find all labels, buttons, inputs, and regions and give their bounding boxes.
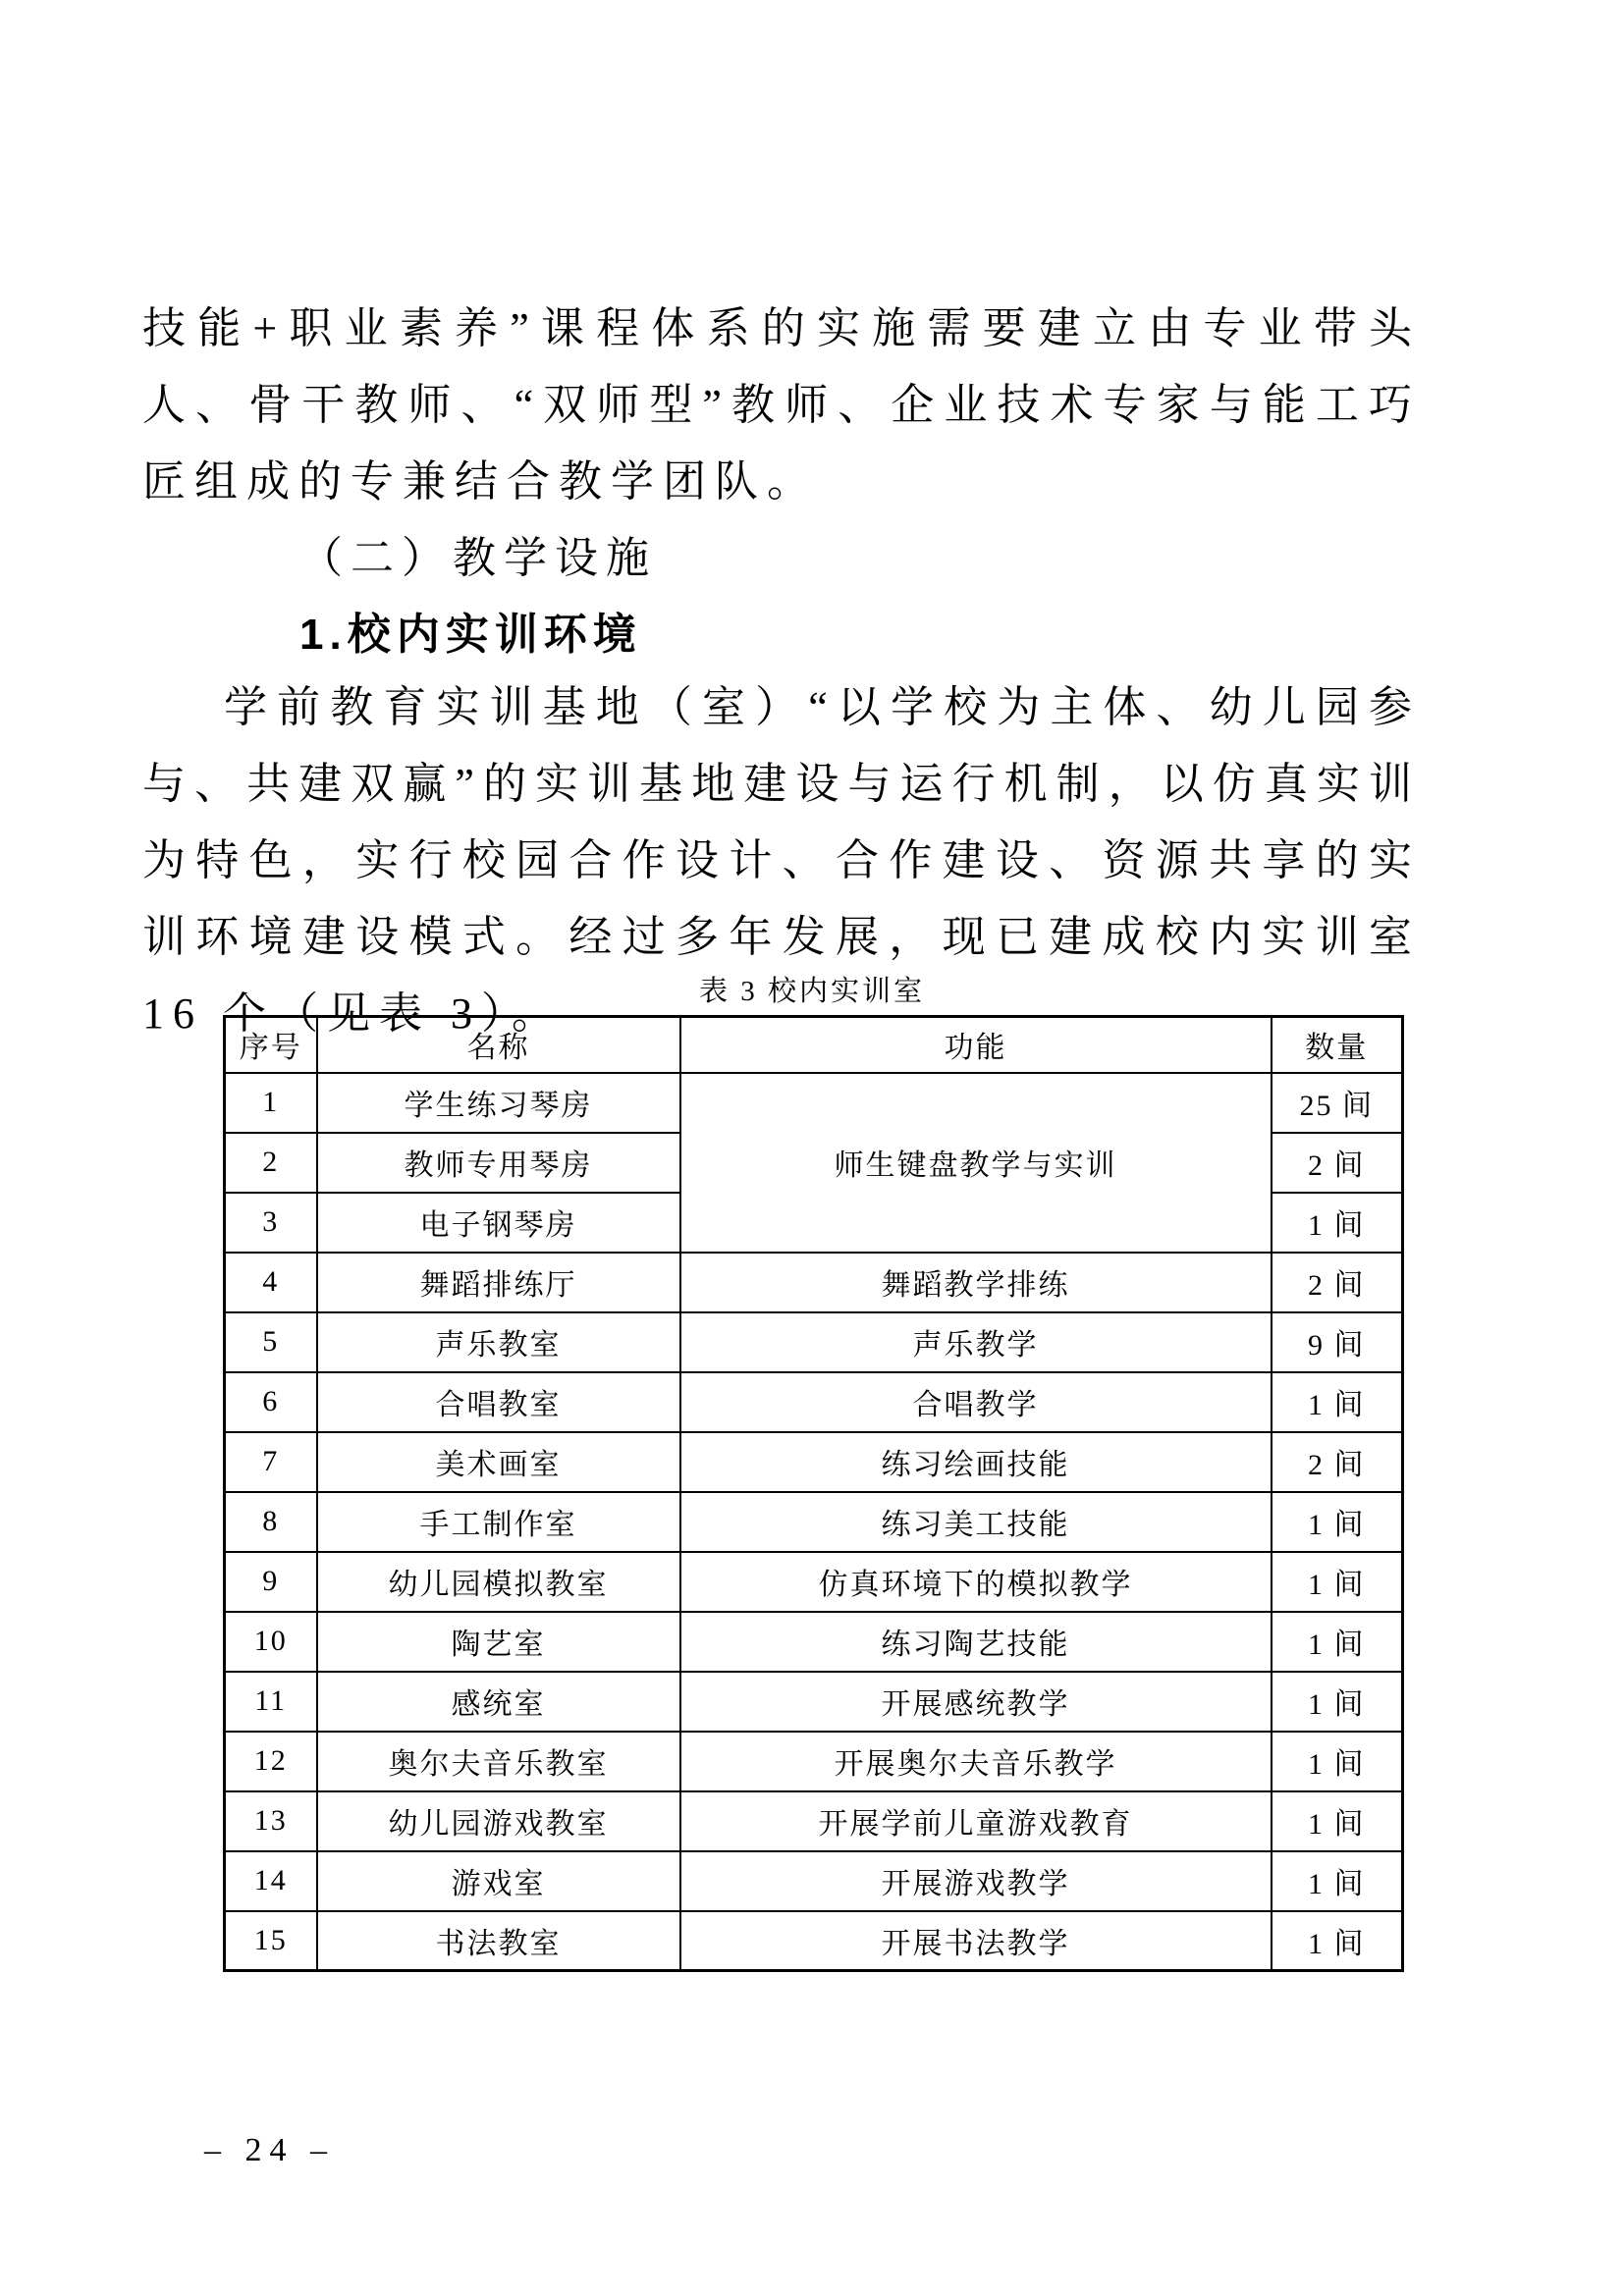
cell-name: 感统室 bbox=[317, 1672, 680, 1732]
cell-no: 10 bbox=[225, 1612, 317, 1672]
table-row bbox=[225, 1791, 1403, 1851]
cell-no: 13 bbox=[225, 1791, 317, 1851]
cell-function: 舞蹈教学排练 bbox=[680, 1253, 1272, 1312]
cell-function: 合唱教学 bbox=[680, 1372, 1272, 1432]
cell-qty: 1 间 bbox=[1272, 1732, 1403, 1791]
paragraph-1: 技能+职业素养”课程体系的实施需要建立由专业带头人、骨干教师、“双师型”教师、企业技术专家与能工巧匠组成的专兼结合教学团队。 bbox=[142, 304, 1421, 506]
table-row bbox=[225, 1432, 1403, 1492]
cell-function: 练习美工技能 bbox=[680, 1492, 1272, 1552]
cell-no: 7 bbox=[225, 1432, 317, 1492]
header-function: 功能 bbox=[680, 1017, 1272, 1073]
cell-function-merged: 师生键盘教学与实训 bbox=[680, 1073, 1272, 1253]
cell-no: 12 bbox=[225, 1732, 317, 1791]
table-row bbox=[225, 1073, 1403, 1133]
cell-name: 教师专用琴房 bbox=[317, 1133, 680, 1193]
table-header-row bbox=[225, 1017, 1403, 1073]
cell-name: 美术画室 bbox=[317, 1432, 680, 1492]
cell-no: 5 bbox=[225, 1312, 317, 1372]
section-heading: （二）教学设施 bbox=[299, 534, 657, 582]
table-row bbox=[225, 1372, 1403, 1432]
header-no: 序号 bbox=[225, 1017, 317, 1073]
table-row bbox=[225, 1312, 1403, 1372]
cell-no: 1 bbox=[225, 1073, 317, 1133]
cell-name: 游戏室 bbox=[317, 1851, 680, 1911]
cell-name: 陶艺室 bbox=[317, 1612, 680, 1672]
cell-no: 15 bbox=[225, 1911, 317, 1971]
cell-no: 9 bbox=[225, 1552, 317, 1612]
cell-qty: 2 间 bbox=[1272, 1432, 1403, 1492]
cell-qty: 9 间 bbox=[1272, 1312, 1403, 1372]
page-number: – 24 – bbox=[204, 2132, 335, 2168]
cell-name: 声乐教室 bbox=[317, 1312, 680, 1372]
cell-name: 手工制作室 bbox=[317, 1492, 680, 1552]
cell-qty: 2 间 bbox=[1272, 1253, 1403, 1312]
cell-function: 声乐教学 bbox=[680, 1312, 1272, 1372]
cell-qty: 1 间 bbox=[1272, 1911, 1403, 1971]
cell-no: 4 bbox=[225, 1253, 317, 1312]
paragraph-2: 学前教育实训基地（室）“以学校为主体、幼儿园参与、共建双赢”的实训基地建设与运行机制，以仿真实训为特色，实行校园合作设计、合作建设、资源共享的实训环境建设模式。经过多年发展，现已建成校内实训室 16 个（见表 3）。 bbox=[142, 683, 1421, 1038]
cell-name: 奥尔夫音乐教室 bbox=[317, 1732, 680, 1791]
cell-name: 舞蹈排练厅 bbox=[317, 1253, 680, 1312]
cell-qty: 1 间 bbox=[1272, 1492, 1403, 1552]
cell-function: 开展奥尔夫音乐教学 bbox=[680, 1732, 1272, 1791]
cell-qty: 25 间 bbox=[1272, 1073, 1403, 1133]
cell-no: 2 bbox=[225, 1133, 317, 1193]
cell-function: 练习陶艺技能 bbox=[680, 1612, 1272, 1672]
table-row bbox=[225, 1672, 1403, 1732]
cell-name: 幼儿园模拟教室 bbox=[317, 1552, 680, 1612]
table-row bbox=[225, 1253, 1403, 1312]
cell-name: 学生练习琴房 bbox=[317, 1073, 680, 1133]
cell-no: 8 bbox=[225, 1492, 317, 1552]
cell-qty: 1 间 bbox=[1272, 1791, 1403, 1851]
cell-function: 开展学前儿童游戏教育 bbox=[680, 1791, 1272, 1851]
subsection-heading: 1.校内实训环境 bbox=[299, 611, 642, 659]
cell-qty: 1 间 bbox=[1272, 1552, 1403, 1612]
table-row bbox=[225, 1612, 1403, 1672]
table-row bbox=[225, 1492, 1403, 1552]
cell-no: 3 bbox=[225, 1193, 317, 1253]
cell-qty: 1 间 bbox=[1272, 1672, 1403, 1732]
section-heading-block bbox=[142, 520, 1421, 597]
cell-name: 书法教室 bbox=[317, 1911, 680, 1971]
cell-qty: 1 间 bbox=[1272, 1612, 1403, 1672]
table-row bbox=[225, 1732, 1403, 1791]
paragraph-block-1 bbox=[142, 291, 1421, 520]
cell-qty: 1 间 bbox=[1272, 1851, 1403, 1911]
cell-qty: 1 间 bbox=[1272, 1193, 1403, 1253]
cell-function: 开展感统教学 bbox=[680, 1672, 1272, 1732]
cell-no: 11 bbox=[225, 1672, 317, 1732]
cell-function: 仿真环境下的模拟教学 bbox=[680, 1552, 1272, 1612]
cell-name: 幼儿园游戏教室 bbox=[317, 1791, 680, 1851]
cell-name: 电子钢琴房 bbox=[317, 1193, 680, 1253]
cell-function: 开展书法教学 bbox=[680, 1911, 1272, 1971]
header-name: 名称 bbox=[317, 1017, 680, 1073]
subsection-heading-block bbox=[142, 597, 1421, 673]
cell-qty: 2 间 bbox=[1272, 1133, 1403, 1193]
cell-function: 练习绘画技能 bbox=[680, 1432, 1272, 1492]
table-row bbox=[225, 1911, 1403, 1971]
cell-qty: 1 间 bbox=[1272, 1372, 1403, 1432]
cell-no: 14 bbox=[225, 1851, 317, 1911]
cell-function: 开展游戏教学 bbox=[680, 1851, 1272, 1911]
table-row bbox=[225, 1851, 1403, 1911]
cell-name: 合唱教室 bbox=[317, 1372, 680, 1432]
header-quantity: 数量 bbox=[1272, 1017, 1403, 1073]
training-rooms-table bbox=[223, 1015, 1404, 1972]
table-caption: 表 3 校内实训室 bbox=[698, 976, 925, 1007]
cell-no: 6 bbox=[225, 1372, 317, 1432]
table-row bbox=[225, 1552, 1403, 1612]
